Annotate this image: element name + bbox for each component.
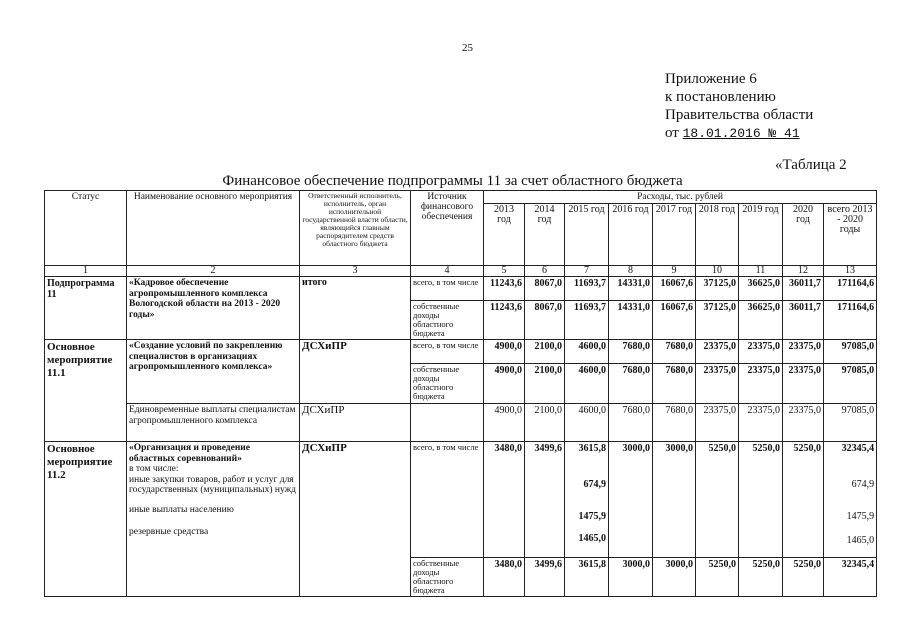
cell-value: 5250,0	[783, 442, 824, 558]
row-source: всего, в том числе	[411, 340, 484, 364]
row-name: Единовременные выплаты специалистам агропромышленного комплекса	[127, 404, 300, 442]
row-source: всего, в том числе	[411, 277, 484, 301]
cell-value: 11243,6	[484, 301, 525, 340]
cell-value: 5250,0	[783, 558, 824, 597]
col-number: 7	[565, 266, 609, 277]
cell-value: 4600,0	[565, 404, 609, 442]
cell-value: 171164,6	[824, 277, 877, 301]
header-status: Статус	[45, 191, 127, 266]
cell-value: 4900,0	[484, 340, 525, 364]
row-name	[127, 442, 300, 597]
col-number: 8	[609, 266, 653, 277]
header-year: 2015 год	[565, 204, 609, 266]
row-responsible: ДСХиПР	[300, 404, 411, 442]
cell-value: 11693,7	[565, 301, 609, 340]
cell-value: 5250,0	[696, 442, 739, 558]
col-number: 3	[300, 266, 411, 277]
header-year-total: всего 2013 - 2020 годы	[824, 204, 877, 266]
cell-value: 32345,4	[824, 558, 877, 597]
cell-value: 14331,0	[609, 277, 653, 301]
cell-value: 5250,0	[696, 558, 739, 597]
row-responsible: итого	[300, 277, 411, 340]
cell-value: 7680,0	[653, 340, 696, 364]
cell-value: 3499,6	[525, 558, 565, 597]
row-status: Подпрограмма 11	[45, 277, 127, 340]
header-source: Источник финансового обеспечения	[411, 191, 484, 266]
cell-value: 36625,0	[739, 277, 783, 301]
table-title: Финансовое обеспечение подпрограммы 11 за счет областного бюджета	[222, 173, 683, 189]
cell-value: 37125,0	[696, 301, 739, 340]
cell-value: 2100,0	[525, 340, 565, 364]
table-row	[45, 277, 877, 301]
cell-value: 97085,0	[824, 340, 877, 364]
cell-value-item-a: 674,9	[851, 479, 875, 490]
appendix-header	[665, 70, 813, 143]
cell-value: 3000,0	[609, 442, 653, 558]
date-prefix: от	[665, 125, 679, 141]
header-year: 2018 год	[696, 204, 739, 266]
header-year: 2016 год	[609, 204, 653, 266]
row-name: «Кадровое обеспечение агропромышленного комплекса Вологодской области на 2013 - 2020 годы»	[127, 277, 300, 340]
cell-value: 2100,0	[525, 404, 565, 442]
cell-value: 3480,0	[484, 442, 525, 558]
column-number-row	[45, 266, 877, 277]
header-row	[45, 191, 877, 204]
cell-value: 16067,6	[653, 277, 696, 301]
cell-value: 36011,7	[783, 277, 824, 301]
decree-date: 18.01.2016 № 41	[682, 126, 800, 141]
cell-value: 8067,0	[525, 301, 565, 340]
cell-value: 11243,6	[484, 277, 525, 301]
cell-value-item-a: 674,9	[583, 479, 606, 490]
col-number: 2	[127, 266, 300, 277]
row-name-item-c: резервные средства	[129, 527, 209, 537]
appendix-date-line	[665, 124, 813, 143]
appendix-line-2: к постановлению	[665, 89, 776, 105]
cell-value: 36011,7	[783, 301, 824, 340]
cell-value: 7680,0	[653, 404, 696, 442]
row-name: «Создание условий по закреплению специалистов в организациях агропромышленного комплекса»	[127, 340, 300, 404]
col-number: 13	[824, 266, 877, 277]
cell-value: 3000,0	[653, 558, 696, 597]
header-year: 2014 год	[525, 204, 565, 266]
finance-table	[44, 190, 877, 597]
header-expenses: Расходы, тыс. рублей	[484, 191, 877, 204]
header-year: 2013 год	[484, 204, 525, 266]
row-source: собственные доходы областного бюджета	[411, 301, 484, 340]
cell-value: 7680,0	[653, 364, 696, 404]
header-responsible: Ответственный исполнитель, исполнитель, орган исполнительной государственной власти области, являющийся главным распорядителем средств областного бюджета	[300, 191, 411, 266]
row-name-item-a: иные закупки товаров, работ и услуг для государственных (муниципальных) нужд	[129, 474, 296, 495]
row-source: собственные доходы областного бюджета	[411, 558, 484, 597]
page-number: 25	[462, 42, 473, 54]
cell-value: 23375,0	[739, 364, 783, 404]
cell-value: 4900,0	[484, 404, 525, 442]
header-year: 2020 год	[783, 204, 824, 266]
header-name: Наименование основного мероприятия	[127, 191, 300, 266]
cell-value-item-b: 1475,9	[846, 511, 875, 522]
row-status: Основное мероприятие 11.1	[45, 340, 127, 442]
cell-value-item-c: 1465,0	[846, 535, 875, 546]
table-row	[45, 340, 877, 364]
cell-value: 3480,0	[484, 558, 525, 597]
cell-value: 2100,0	[525, 364, 565, 404]
cell-value: 23375,0	[739, 404, 783, 442]
cell-value: 14331,0	[609, 301, 653, 340]
table-label: «Таблица 2	[775, 157, 847, 173]
cell-value: 97085,0	[824, 364, 877, 404]
cell-value: 3000,0	[609, 558, 653, 597]
col-number: 11	[739, 266, 783, 277]
cell-value: 5250,0	[739, 442, 783, 558]
cell-value: 23375,0	[783, 340, 824, 364]
cell-value: 4600,0	[565, 364, 609, 404]
cell-value-item-c: 1465,0	[578, 533, 606, 544]
cell-value: 11693,7	[565, 277, 609, 301]
cell-value: 8067,0	[525, 277, 565, 301]
appendix-line-1: Приложение 6	[665, 71, 757, 87]
row-name-including: в том числе:	[129, 464, 179, 474]
row-status: Основное мероприятие 11.2	[45, 442, 127, 597]
cell-value: 23375,0	[696, 404, 739, 442]
cell-value: 23375,0	[783, 404, 824, 442]
cell-value: 7680,0	[609, 364, 653, 404]
row-responsible: ДСХиПР	[300, 442, 411, 597]
row-responsible: ДСХиПР	[300, 340, 411, 404]
cell-value: 23375,0	[696, 364, 739, 404]
cell-value: 16067,6	[653, 301, 696, 340]
cell-value: 97085,0	[824, 404, 877, 442]
cell-value: 23375,0	[783, 364, 824, 404]
col-number: 12	[783, 266, 824, 277]
col-number: 4	[411, 266, 484, 277]
row-name-main: «Организация и проведение областных соревнований»	[129, 443, 250, 464]
cell-value: 7680,0	[609, 340, 653, 364]
cell-value: 171164,6	[824, 301, 877, 340]
col-number: 10	[696, 266, 739, 277]
col-number: 5	[484, 266, 525, 277]
table-row	[45, 404, 877, 442]
cell-value-total: 32345,4	[841, 443, 875, 454]
appendix-line-3: Правительства области	[665, 107, 814, 123]
row-name-item-b: иные выплаты населению	[129, 504, 234, 515]
cell-value: 37125,0	[696, 277, 739, 301]
cell-value: 3615,8	[565, 558, 609, 597]
cell-value-total: 3615,8	[578, 443, 606, 454]
cell-value: 7680,0	[609, 404, 653, 442]
cell-value	[565, 442, 609, 558]
cell-value	[824, 442, 877, 558]
cell-value: 4600,0	[565, 340, 609, 364]
cell-value: 3000,0	[653, 442, 696, 558]
row-source: всего, в том числе	[411, 442, 484, 558]
cell-value: 36625,0	[739, 301, 783, 340]
col-number: 6	[525, 266, 565, 277]
cell-value: 23375,0	[696, 340, 739, 364]
col-number: 1	[45, 266, 127, 277]
header-year: 2017 год	[653, 204, 696, 266]
cell-value: 4900,0	[484, 364, 525, 404]
col-number: 9	[653, 266, 696, 277]
cell-value: 23375,0	[739, 340, 783, 364]
row-source	[411, 404, 484, 442]
cell-value-item-b: 1475,9	[578, 511, 606, 522]
cell-value: 3499,6	[525, 442, 565, 558]
row-source: собственные доходы областного бюджета	[411, 364, 484, 404]
header-year: 2019 год	[739, 204, 783, 266]
table-row	[45, 442, 877, 558]
cell-value: 5250,0	[739, 558, 783, 597]
